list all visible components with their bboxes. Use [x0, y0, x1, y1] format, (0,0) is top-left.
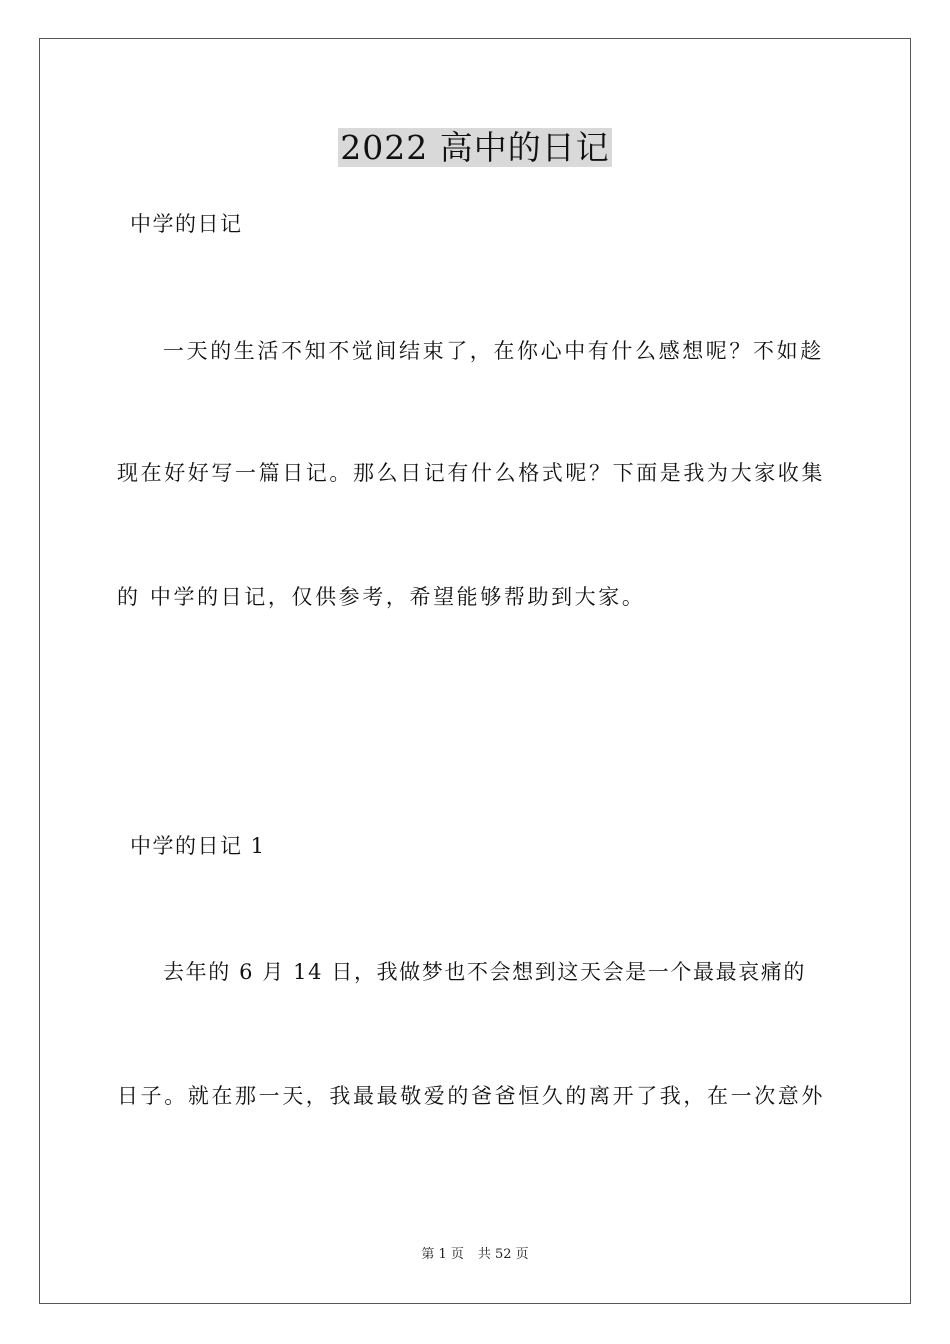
intro-paragraph-line-1: 一天的生活不知不觉间结束了，在你心中有什么感想呢？不如趁 — [163, 339, 824, 363]
section-heading-1: 中学的日记 1 — [130, 834, 266, 858]
document-subtitle: 中学的日记 — [130, 212, 243, 236]
section-1-line-1: 去年的 6 月 14 日，我做梦也不会想到这天会是一个最最哀痛的 — [163, 960, 806, 984]
section-1-line-2: 日子。就在那一天，我最最敬爱的爸爸恒久的离开了我，在一次意外 — [117, 1084, 825, 1108]
intro-paragraph-line-2: 现在好好写一篇日记。那么日记有什么格式呢？下面是我为大家收集 — [117, 461, 825, 485]
page-number: 第 1 页 — [421, 1247, 464, 1262]
document-title — [0, 126, 950, 170]
document-title-text: 2022 高中的日记 — [340, 128, 610, 167]
intro-paragraph-line-3: 的 中学的日记，仅供参考，希望能够帮助到大家。 — [117, 585, 646, 609]
page-total: 共 52 页 — [477, 1247, 529, 1262]
page-footer — [0, 1246, 950, 1264]
